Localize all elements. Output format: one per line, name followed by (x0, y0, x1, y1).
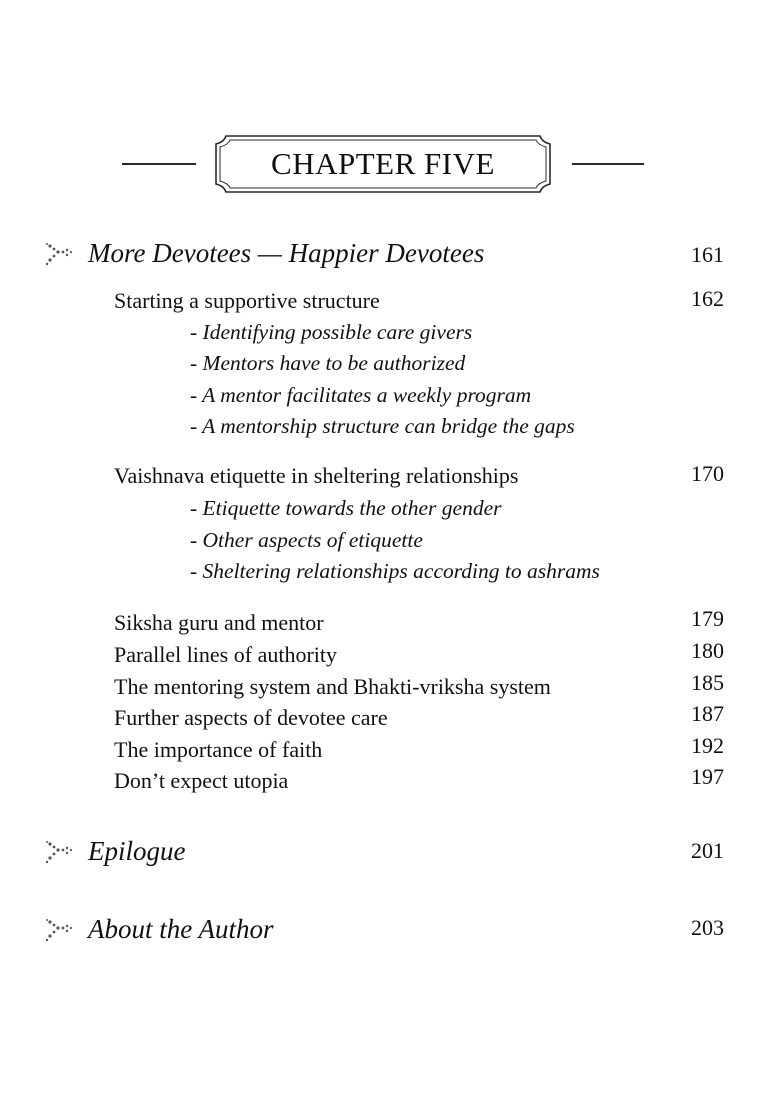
toc-main-title: Epilogue (88, 836, 186, 866)
chapter-title: CHAPTER FIVE (271, 146, 495, 181)
toc-subsection: - A mentor facilitates a weekly program (190, 383, 532, 407)
toc-subsection: - A mentorship structure can bridge the gaps (190, 414, 575, 438)
toc-subsection: - Identifying possible care givers (190, 320, 473, 344)
toc-main-title: More Devotees — Happier Devotees (88, 238, 485, 268)
toc-page-number: 192 (691, 733, 724, 758)
toc-page-number: 201 (691, 838, 724, 863)
ornament-icon (44, 838, 76, 866)
toc-page-number: 185 (691, 670, 724, 695)
ornament-icon (44, 240, 76, 268)
toc-section: Starting a supportive structure (114, 288, 380, 313)
toc-section: Vaishnava etiquette in sheltering relationships (114, 463, 519, 488)
toc-section: Further aspects of devotee care (114, 705, 388, 730)
ornament-icon (44, 916, 76, 944)
chapter-rule-left (122, 163, 196, 165)
toc-page-number: 203 (691, 915, 724, 940)
toc-subsection: - Other aspects of etiquette (190, 528, 423, 552)
toc-subsection: - Mentors have to be authorized (190, 351, 466, 375)
toc-main-title: About the Author (88, 914, 274, 944)
toc-subsection: - Etiquette towards the other gender (190, 496, 502, 520)
chapter-rule-right (572, 163, 644, 165)
toc-section: Parallel lines of authority (114, 642, 337, 667)
toc-section: The mentoring system and Bhakti-vriksha system (114, 674, 551, 699)
toc-subsection: - Sheltering relationships according to ashrams (190, 559, 600, 583)
toc-page-number: 170 (691, 461, 724, 486)
toc-section: Siksha guru and mentor (114, 610, 324, 635)
toc-section: Don’t expect utopia (114, 768, 289, 793)
toc-page-number: 187 (691, 701, 724, 726)
toc-page-number: 161 (691, 242, 724, 267)
toc-section: The importance of faith (114, 737, 323, 762)
toc-page-number: 179 (691, 606, 724, 631)
toc-page-number: 180 (691, 638, 724, 663)
toc-page-number: 197 (691, 764, 724, 789)
toc-page-number: 162 (691, 286, 724, 311)
